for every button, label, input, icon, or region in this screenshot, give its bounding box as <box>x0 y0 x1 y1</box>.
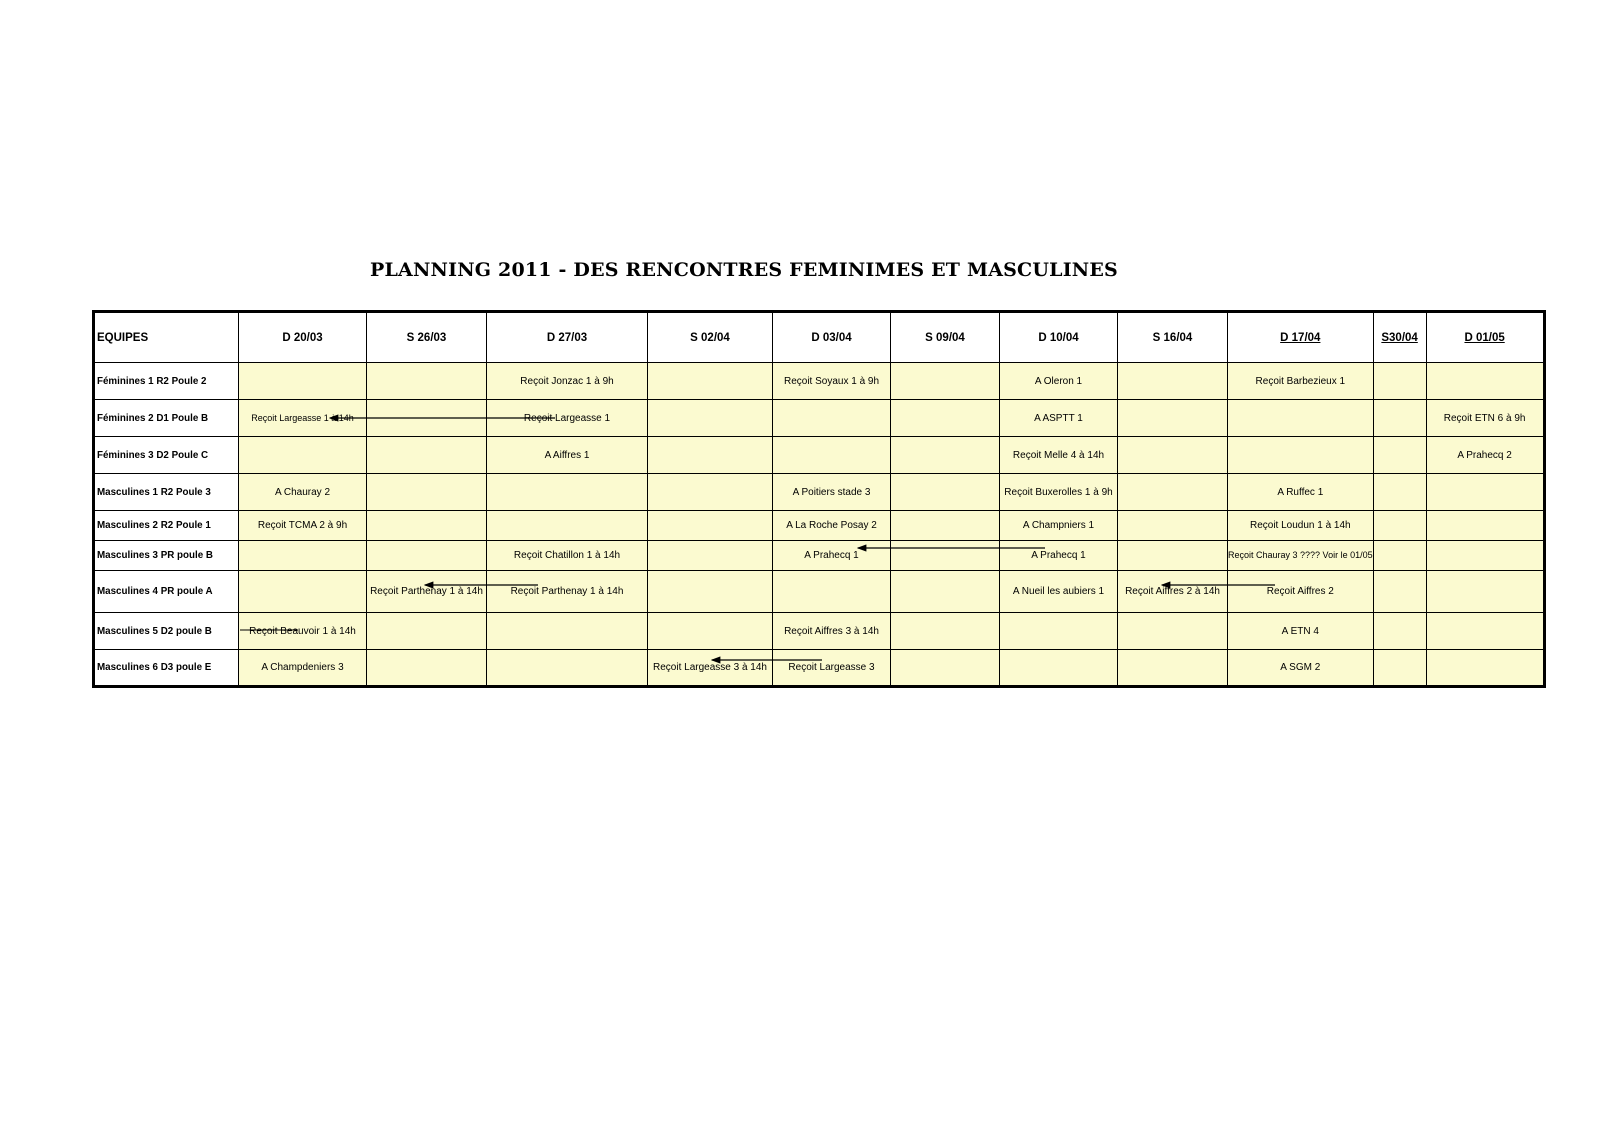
match-text: Reçoit Aiffres 2 <box>1266 586 1334 597</box>
match-text: Reçoit Largeasse 3 à 14h <box>653 662 767 673</box>
match-text: Reçoit Parthenay 1 à 14h <box>370 586 483 597</box>
match-cell <box>1426 613 1544 650</box>
match-text: Reçoit Largeasse 1 à 14h <box>251 412 354 423</box>
match-text: A Prahecq 2 <box>1457 449 1512 461</box>
match-cell <box>891 363 1000 400</box>
match-cell <box>1228 474 1374 511</box>
match-cell <box>1118 511 1228 541</box>
match-cell <box>1228 363 1374 400</box>
team-name: Féminines 2 D1 Poule B <box>94 400 239 437</box>
table-row <box>94 571 1545 613</box>
match-cell <box>487 363 648 400</box>
match-cell <box>1373 613 1426 650</box>
match-cell <box>1228 511 1374 541</box>
match-cell <box>648 541 773 571</box>
date-header: D 17/04 <box>1228 312 1374 363</box>
match-cell <box>239 400 367 437</box>
match-text: A La Roche Posay 2 <box>786 520 877 531</box>
match-cell <box>367 541 487 571</box>
match-cell <box>1000 511 1118 541</box>
planning-table <box>92 310 1546 688</box>
match-cell <box>367 613 487 650</box>
match-cell <box>1118 474 1228 511</box>
match-cell <box>367 650 487 687</box>
match-cell <box>773 511 891 541</box>
date-header: D 10/04 <box>1000 312 1118 363</box>
match-cell <box>1228 437 1374 474</box>
match-text: Reçoit Largeasse 1 <box>523 412 611 424</box>
match-cell <box>239 613 367 650</box>
match-cell <box>487 400 648 437</box>
match-cell <box>1373 437 1426 474</box>
match-cell <box>648 613 773 650</box>
match-cell <box>891 511 1000 541</box>
match-cell <box>1373 400 1426 437</box>
match-text: A Prahecq 1 <box>804 550 859 561</box>
team-name: Masculines 4 PR poule A <box>94 571 239 613</box>
match-cell <box>239 541 367 571</box>
match-cell <box>239 511 367 541</box>
header-row <box>94 312 1545 363</box>
date-header: S 02/04 <box>648 312 773 363</box>
match-cell <box>648 437 773 474</box>
match-cell <box>773 613 891 650</box>
match-cell <box>773 474 891 511</box>
match-cell <box>648 571 773 613</box>
match-cell <box>367 571 487 613</box>
match-cell <box>1118 363 1228 400</box>
match-cell <box>487 541 648 571</box>
match-text: Reçoit Jonzac 1 à 9h <box>520 375 614 387</box>
match-text: A Champniers 1 <box>1022 520 1095 531</box>
match-cell <box>487 474 648 511</box>
table-row <box>94 541 1545 571</box>
match-text: Reçoit Beauvoir 1 à 14h <box>249 625 356 637</box>
match-text: Reçoit Largeasse 3 <box>788 662 875 673</box>
match-cell <box>1000 437 1118 474</box>
match-cell <box>773 363 891 400</box>
match-text: Reçoit Chauray 3 ???? Voir le 01/05 <box>1228 550 1373 560</box>
match-text: Reçoit Barbezieux 1 <box>1255 375 1346 387</box>
team-name: Masculines 1 R2 Poule 3 <box>94 474 239 511</box>
match-cell <box>239 571 367 613</box>
match-cell <box>1118 650 1228 687</box>
match-cell <box>1118 541 1228 571</box>
match-cell <box>1373 474 1426 511</box>
match-cell <box>891 437 1000 474</box>
match-cell <box>891 650 1000 687</box>
match-cell <box>773 650 891 687</box>
match-cell <box>891 474 1000 511</box>
page-title: PLANNING 2011 - DES RENCONTRES FEMINIMES ET MASCULINES <box>370 259 1118 281</box>
teams-column-header: EQUIPES <box>94 312 239 363</box>
match-cell <box>1373 541 1426 571</box>
match-text: A SGM 2 <box>1280 662 1321 673</box>
match-cell <box>1000 571 1118 613</box>
table-row <box>94 613 1545 650</box>
match-cell <box>891 613 1000 650</box>
match-cell <box>1000 541 1118 571</box>
match-cell <box>1000 613 1118 650</box>
match-cell <box>487 650 648 687</box>
match-text: A ETN 4 <box>1281 625 1319 637</box>
match-cell <box>487 571 648 613</box>
match-cell <box>239 474 367 511</box>
match-text: Reçoit ETN 6 à 9h <box>1443 412 1526 424</box>
table-row <box>94 650 1545 687</box>
match-cell <box>648 363 773 400</box>
match-text: Reçoit TCMA 2 à 9h <box>257 520 348 531</box>
match-cell <box>891 400 1000 437</box>
match-cell <box>1426 474 1544 511</box>
match-cell <box>773 437 891 474</box>
date-header: S30/04 <box>1373 312 1426 363</box>
match-cell <box>773 541 891 571</box>
table-row <box>94 437 1545 474</box>
table-row <box>94 511 1545 541</box>
date-header: D 03/04 <box>773 312 891 363</box>
match-cell <box>648 511 773 541</box>
match-cell <box>891 541 1000 571</box>
match-cell <box>648 400 773 437</box>
match-cell <box>1118 571 1228 613</box>
match-text: A Poitiers stade 3 <box>792 486 871 498</box>
match-cell <box>1000 474 1118 511</box>
match-cell <box>1426 400 1544 437</box>
match-cell <box>487 511 648 541</box>
match-cell <box>239 363 367 400</box>
match-text: Reçoit Parthenay 1 à 14h <box>510 586 624 597</box>
team-name: Masculines 5 D2 poule B <box>94 613 239 650</box>
match-text: A Ruffec 1 <box>1277 486 1324 498</box>
match-text: Reçoit Loudun 1 à 14h <box>1249 520 1351 531</box>
match-cell <box>1228 400 1374 437</box>
match-cell <box>367 363 487 400</box>
match-cell <box>367 400 487 437</box>
match-cell <box>1426 363 1544 400</box>
match-cell <box>1228 571 1374 613</box>
match-cell <box>1000 363 1118 400</box>
match-cell <box>1228 613 1374 650</box>
team-name: Masculines 2 R2 Poule 1 <box>94 511 239 541</box>
match-cell <box>648 474 773 511</box>
date-header: S 26/03 <box>367 312 487 363</box>
match-cell <box>1426 541 1544 571</box>
match-cell <box>773 400 891 437</box>
team-name: Féminines 1 R2 Poule 2 <box>94 363 239 400</box>
date-header: S 16/04 <box>1118 312 1228 363</box>
team-name: Masculines 6 D3 poule E <box>94 650 239 687</box>
match-cell <box>1228 541 1374 571</box>
match-cell <box>773 571 891 613</box>
match-cell <box>648 650 773 687</box>
date-header: D 27/03 <box>487 312 648 363</box>
match-cell <box>1426 437 1544 474</box>
date-header: S 09/04 <box>891 312 1000 363</box>
match-text: Reçoit Chatillon 1 à 14h <box>513 550 621 561</box>
match-cell <box>487 437 648 474</box>
match-text: A Champdeniers 3 <box>261 662 344 673</box>
table-row <box>94 400 1545 437</box>
match-text: A Chauray 2 <box>274 486 331 498</box>
table-row <box>94 474 1545 511</box>
match-cell <box>487 613 648 650</box>
date-header: D 01/05 <box>1426 312 1544 363</box>
match-text: Reçoit Aiffres 2 à 14h <box>1125 586 1220 597</box>
match-cell <box>1426 571 1544 613</box>
match-cell <box>1426 650 1544 687</box>
date-header: D 20/03 <box>239 312 367 363</box>
match-cell <box>1118 400 1228 437</box>
match-text: Reçoit Melle 4 à 14h <box>1012 449 1105 461</box>
match-cell <box>1000 650 1118 687</box>
match-cell <box>1000 400 1118 437</box>
match-text: A Nueil les aubiers 1 <box>1012 586 1105 597</box>
match-cell <box>239 437 367 474</box>
table-row <box>94 363 1545 400</box>
match-cell <box>367 437 487 474</box>
match-cell <box>239 650 367 687</box>
match-text: A Aiffres 1 <box>544 449 590 461</box>
match-cell <box>1118 437 1228 474</box>
match-cell <box>1373 511 1426 541</box>
match-cell <box>1426 511 1544 541</box>
match-text: A Oleron 1 <box>1034 375 1083 387</box>
match-text: A ASPTT 1 <box>1034 412 1083 424</box>
team-name: Masculines 3 PR poule B <box>94 541 239 571</box>
match-cell <box>1228 650 1374 687</box>
match-cell <box>367 511 487 541</box>
match-cell <box>891 571 1000 613</box>
match-cell <box>1118 613 1228 650</box>
match-text: Reçoit Buxerolles 1 à 9h <box>1004 486 1113 498</box>
match-text: Reçoit Soyaux 1 à 9h <box>783 375 880 387</box>
match-text: Reçoit Aiffres 3 à 14h <box>784 625 879 637</box>
match-cell <box>1373 571 1426 613</box>
team-name: Féminines 3 D2 Poule C <box>94 437 239 474</box>
match-text: A Prahecq 1 <box>1031 550 1086 561</box>
match-cell <box>1373 650 1426 687</box>
match-cell <box>367 474 487 511</box>
match-cell <box>1373 363 1426 400</box>
